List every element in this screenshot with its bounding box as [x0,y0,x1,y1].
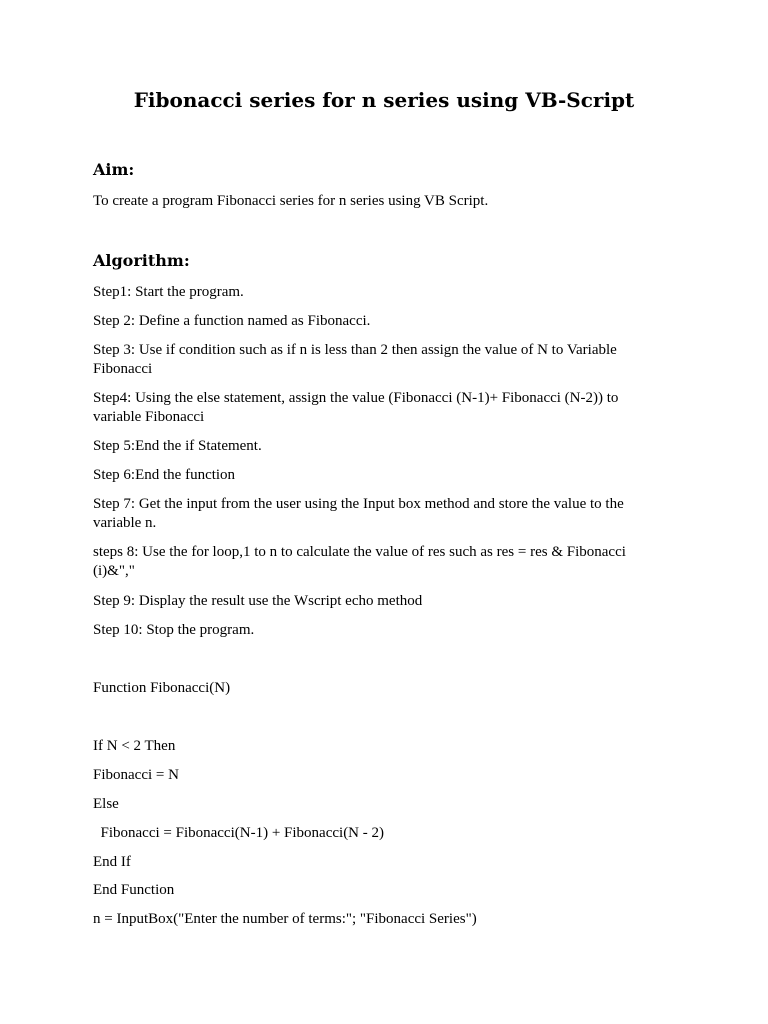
algorithm-step: Step 5:End the if Statement. [93,438,262,454]
algorithm-step: Step 9: Display the result use the Wscript echo method [93,593,423,609]
document-title: Fibonacci series for n series using VB-Script [133,88,635,112]
algorithm-step: Step 2: Define a function named as Fibonacci. [93,313,371,329]
code-line: Else [93,796,119,812]
aim-heading: Aim: [93,160,135,179]
algorithm-step: Step 3: Use if condition such as if n is less than 2 then assign the value of N to Variable Fibonacci [93,342,617,377]
algorithm-step: Step 7: Get the input from the user using the Input box method and store the value to the variable n. [93,496,624,531]
code-line: n = InputBox("Enter the number of terms:"; "Fibonacci Series") [93,911,477,927]
code-line: End Function [93,882,175,898]
algorithm-step: Step4: Using the else statement, assign the value (Fibonacci (N-1)+ Fibonacci (N-2)) to variable Fibonacci [93,390,619,425]
algorithm-step: steps 8: Use the for loop,1 to n to calculate the value of res such as res = res & Fibonacci (i)&"," [93,544,626,579]
code-line: If N < 2 Then [93,738,176,754]
algorithm-heading: Algorithm: [93,251,190,270]
code-line: End If [93,854,131,870]
algorithm-step: Step1: Start the program. [93,284,244,300]
code-line: Fibonacci = N [93,767,179,783]
algorithm-step: Step 10: Stop the program. [93,622,255,638]
code-line: Function Fibonacci(N) [93,680,231,696]
aim-text: To create a program Fibonacci series for n series using VB Script. [93,193,489,209]
algorithm-step: Step 6:End the function [93,467,236,483]
code-line: Fibonacci = Fibonacci(N-1) + Fibonacci(N - 2) [93,825,385,841]
